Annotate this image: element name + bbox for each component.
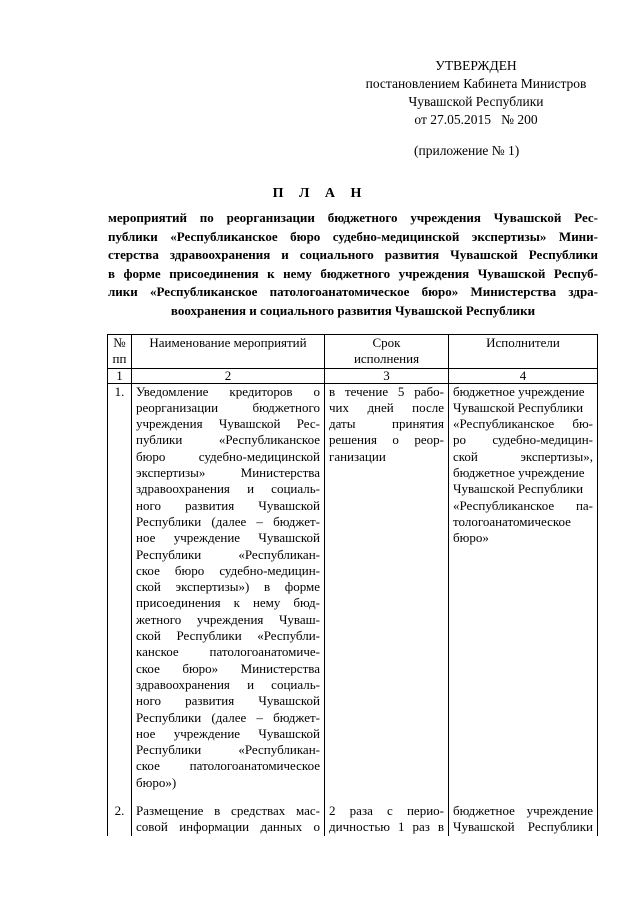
plan-title: П Л А Н — [272, 186, 368, 201]
cell-line: Чувашской Республики — [453, 399, 584, 415]
column-number: 4 — [449, 368, 598, 383]
cell-line: Республики (далее – бюджет- — [136, 709, 320, 725]
table-row — [108, 791, 598, 836]
header-executors — [449, 335, 598, 369]
cell-line: реорганизации бюджетного — [136, 399, 320, 415]
cell-line: публики «Республиканское — [136, 432, 320, 448]
subtitle-line: в форме присоединения к нему бюджетного учреждения Чувашской Респуб- — [108, 265, 598, 281]
cell-line: Чувашской Республики — [453, 819, 593, 835]
header-name-line: Наименование мероприятий — [149, 335, 307, 350]
subtitle-line: публики «Республиканское бюро судебно-медицинской экспертизы» Мини- — [108, 228, 598, 244]
cell-line: Чувашской Республики — [453, 481, 584, 497]
header-deadline-line: Срок — [372, 335, 401, 350]
approved-by: постановлением Кабинета Министров — [365, 76, 587, 91]
cell-line: бюро судебно-медицинской — [136, 448, 320, 464]
cell-line: 2 раза с перио- — [329, 803, 444, 819]
cell-line: здравоохранения и социаль- — [136, 676, 320, 692]
row-deadline — [325, 383, 449, 791]
column-numbers-row — [108, 368, 598, 383]
cell-line: Уведомление кредиторов о — [136, 383, 320, 399]
cell-line: ское бюро судебно-медицин- — [136, 562, 320, 578]
header-num — [108, 335, 132, 369]
cell-line: ганизации — [329, 448, 386, 464]
cell-line: ское бюро» Министерства — [136, 660, 320, 676]
cell-line: Республики «Республикан- — [136, 742, 320, 758]
table-header-row — [108, 335, 598, 369]
cell-line: ской Республики «Республи- — [136, 628, 320, 644]
cell-line: ское патологоанатомическое — [136, 758, 320, 774]
subtitle-line: лики «Республиканское патологоанатомическое бюро» Министерства здра- — [108, 284, 598, 299]
approval-stamp — [356, 57, 596, 129]
plan-table — [107, 334, 598, 836]
row-name — [132, 383, 325, 791]
cell-line: бюро» — [453, 530, 489, 546]
cell-line: решения о реор- — [329, 432, 444, 448]
cell-line: ро судебно-медицин- — [453, 432, 593, 448]
cell-line: ного развития Чувашской — [136, 497, 320, 513]
header-num-line: пп — [112, 351, 127, 367]
header-executors-line: Исполнители — [486, 335, 560, 350]
cell-line: чих дней после — [329, 399, 444, 415]
cell-line: Размещение в средствах мас- — [136, 803, 320, 819]
header-deadline — [325, 335, 449, 369]
cell-line: ного развития Чувашской — [136, 693, 320, 709]
row-deadline — [325, 791, 449, 836]
row-name — [132, 791, 325, 836]
approved-date-number: от 27.05.2015 № 200 — [414, 112, 538, 127]
cell-line: даты принятия — [329, 416, 444, 432]
header-name — [132, 335, 325, 369]
subtitle-line: мероприятий по реорганизации бюджетного учреждения Чувашской Рес- — [108, 210, 598, 225]
cell-line: здравоохранения и социаль- — [136, 481, 320, 497]
cell-line: канское патологоанатомиче- — [136, 644, 320, 660]
approved-republic: Чувашской Республики — [408, 94, 544, 109]
cell-line: Республики (далее – бюджет- — [136, 513, 320, 529]
cell-line: жетного учреждения Чуваш- — [136, 611, 320, 627]
header-num-line: № — [113, 335, 126, 350]
cell-line: бюджетное учреждение — [453, 383, 585, 399]
cell-line: присоединения к нему бюд- — [136, 595, 320, 611]
plan-subtitle — [108, 209, 598, 320]
cell-line: «Республиканское па- — [453, 497, 593, 513]
cell-line: тологоанатомическое — [453, 513, 571, 529]
cell-line: Республики «Республикан- — [136, 546, 320, 562]
column-number: 3 — [325, 368, 449, 383]
cell-line: ное учреждение Чувашской — [136, 530, 320, 546]
cell-line: учреждения Чувашской Рес- — [136, 416, 320, 432]
cell-line: ской экспертизы») в форме — [136, 579, 320, 595]
table-row — [108, 383, 598, 791]
cell-line: совой информации данных о — [136, 819, 320, 835]
cell-line: ное учреждение Чувашской — [136, 725, 320, 741]
cell-line: бюро») — [136, 774, 177, 790]
row-number: 1. — [108, 383, 132, 791]
approved-label: УТВЕРЖДЕН — [435, 58, 517, 73]
cell-line: бюджетное учреждение — [453, 803, 593, 819]
subtitle-line: стерства здравоохранения и социального развития Чувашской Республики — [108, 247, 598, 262]
header-deadline-line: исполнения — [353, 351, 420, 367]
cell-line: «Республиканское бю- — [453, 416, 593, 432]
cell-line: в течение 5 рабо- — [329, 383, 444, 399]
cell-line: дичностью 1 раз в — [329, 819, 444, 835]
cell-line: ской экспертизы», — [453, 448, 593, 464]
cell-line: бюджетное учреждение — [453, 465, 585, 481]
column-number: 2 — [132, 368, 325, 383]
appendix-label: (приложение № 1) — [414, 143, 520, 158]
row-executors — [449, 383, 598, 791]
subtitle-line: воохранения и социального развития Чувашской Республики — [170, 302, 536, 318]
row-executors — [449, 791, 598, 836]
row-number: 2. — [108, 791, 132, 836]
cell-line: экспертизы» Министерства — [136, 465, 320, 481]
column-number: 1 — [108, 368, 132, 383]
